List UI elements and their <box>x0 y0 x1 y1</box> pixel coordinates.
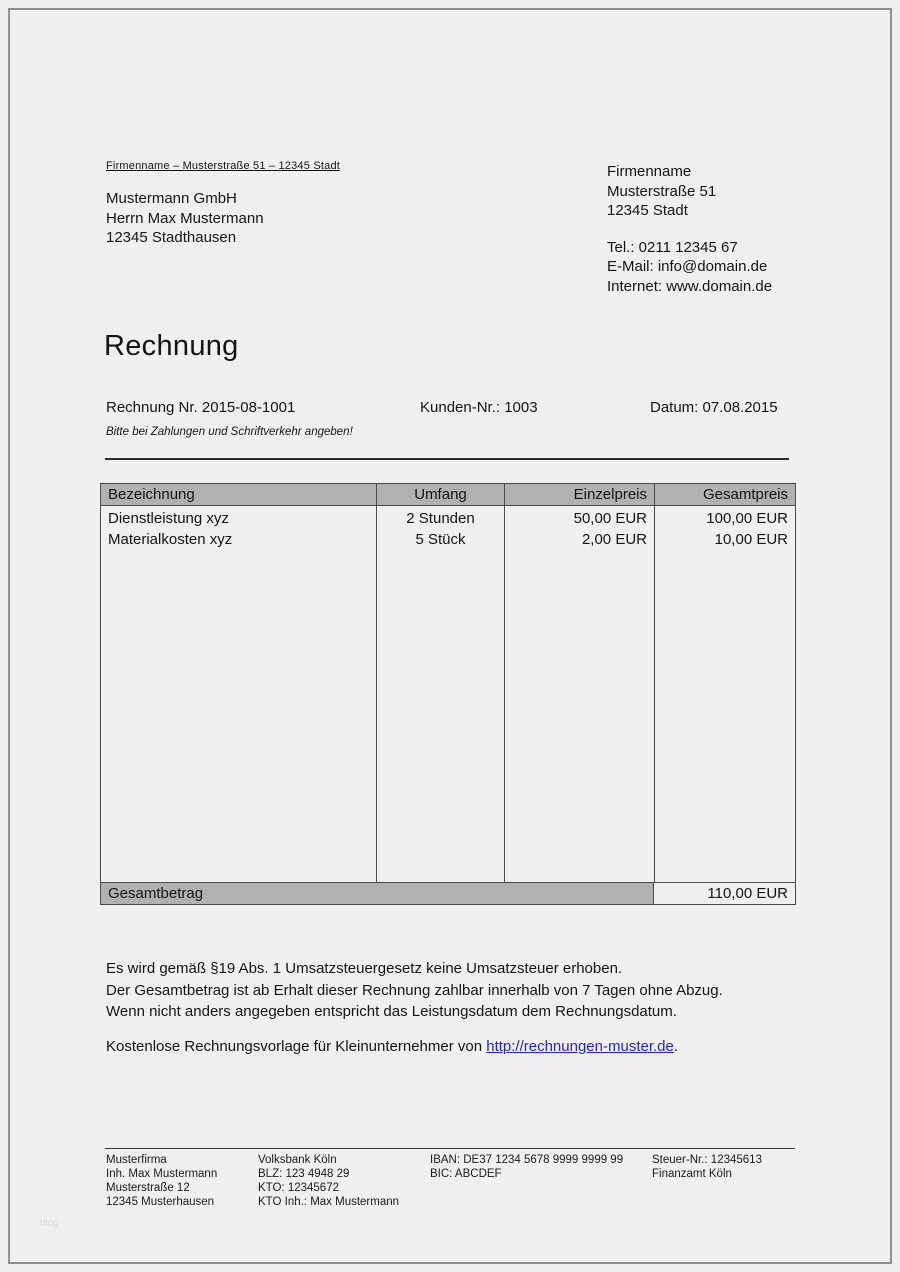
invoice-number: Rechnung Nr. 2015-08-1001 <box>106 399 296 416</box>
footer-line: BIC: ABCDEF <box>430 1168 502 1180</box>
payment-reference-note: Bitte bei Zahlungen und Schriftverkehr angeben! <box>106 426 353 438</box>
footer-divider-line <box>105 1148 795 1149</box>
item-description: Materialkosten xyz <box>108 531 233 548</box>
divider-line <box>105 458 789 460</box>
footer-line: BLZ: 123 4948 29 <box>258 1168 350 1180</box>
watermark-text: blog <box>40 1218 59 1229</box>
recipient-name: Herrn Max Mustermann <box>106 209 264 227</box>
recipient-address <box>106 189 264 248</box>
recipient-company: Mustermann GmbH <box>106 190 237 207</box>
promo-text: Kostenlose Rechnungsvorlage für Kleinunternehmer von <box>106 1038 487 1055</box>
item-unit-price: 2,00 EUR <box>581 531 647 548</box>
promo-line <box>106 1038 678 1055</box>
terms-paragraph <box>106 958 723 1023</box>
column-einzelpreis <box>505 506 655 882</box>
company-spacer <box>607 221 772 238</box>
item-total-price: 100,00 EUR <box>706 510 788 527</box>
footer-line: Inh. Max Mustermann <box>106 1168 218 1180</box>
footer-line: Volksbank Köln <box>258 1154 337 1166</box>
recipient-city: 12345 Stadthausen <box>106 229 237 246</box>
column-bezeichnung <box>101 506 377 882</box>
footer-line: Musterstraße 12 <box>106 1182 190 1194</box>
footer-line: Steuer-Nr.: 12345613 <box>652 1154 762 1166</box>
footer-line: IBAN: DE37 1234 5678 9999 9999 99 <box>430 1154 624 1166</box>
header-umfang: Umfang <box>377 484 505 505</box>
footer-line: Musterfirma <box>106 1154 167 1166</box>
invoice-date: Datum: 07.08.2015 <box>650 399 778 416</box>
footer-bank-column <box>258 1153 399 1209</box>
total-value: 110,00 EUR <box>707 885 788 902</box>
promo-link[interactable]: http://rechnungen-muster.de <box>486 1038 674 1055</box>
company-block <box>607 162 772 296</box>
column-gesamtpreis <box>655 506 795 882</box>
promo-suffix: . <box>673 1038 679 1055</box>
page-title: Rechnung <box>104 330 239 362</box>
company-city: 12345 Stadt <box>607 202 688 219</box>
terms-line: Es wird gemäß §19 Abs. 1 Umsatzsteuergesetz keine Umsatzsteuer erhoben. <box>106 960 623 977</box>
customer-number: Kunden-Nr.: 1003 <box>420 399 538 416</box>
company-email: E-Mail: info@domain.de <box>607 258 768 275</box>
column-umfang <box>377 506 505 882</box>
company-street: Musterstraße 51 <box>607 182 717 200</box>
table-total-row <box>101 882 795 904</box>
footer-company-column <box>106 1153 217 1209</box>
item-quantity: 2 Stunden <box>406 510 475 527</box>
terms-line: Wenn nicht anders angegeben entspricht das Leistungsdatum dem Rechnungsdatum. <box>106 1003 677 1020</box>
header-gesamtpreis: Gesamtpreis <box>702 486 788 503</box>
footer-tax-column <box>652 1153 762 1181</box>
footer-line: Finanzamt Köln <box>652 1168 732 1180</box>
footer-line: KTO: 12345672 <box>258 1182 339 1194</box>
footer-iban-column <box>430 1153 623 1181</box>
total-label: Gesamtbetrag <box>101 883 654 904</box>
terms-line: Der Gesamtbetrag ist ab Erhalt dieser Rechnung zahlbar innerhalb von 7 Tagen ohne Abzug. <box>106 981 723 999</box>
header-bezeichnung: Bezeichnung <box>101 484 377 505</box>
item-unit-price: 50,00 EUR <box>573 510 647 527</box>
item-quantity: 5 Stück <box>415 531 466 548</box>
table-body <box>101 506 795 882</box>
footer-line: 12345 Musterhausen <box>106 1196 215 1208</box>
company-website: Internet: www.domain.de <box>607 277 773 295</box>
company-phone: Tel.: 0211 12345 67 <box>607 238 738 256</box>
item-description: Dienstleistung xyz <box>108 510 229 527</box>
item-total-price: 10,00 EUR <box>714 531 788 548</box>
sender-return-address: Firmenname – Musterstraße 51 – 12345 Stadt <box>106 160 341 172</box>
footer-line: KTO Inh.: Max Mustermann <box>258 1196 400 1208</box>
company-name: Firmenname <box>607 163 692 180</box>
items-table <box>100 483 796 905</box>
table-header-row <box>101 484 795 506</box>
header-einzelpreis: Einzelpreis <box>505 484 655 505</box>
